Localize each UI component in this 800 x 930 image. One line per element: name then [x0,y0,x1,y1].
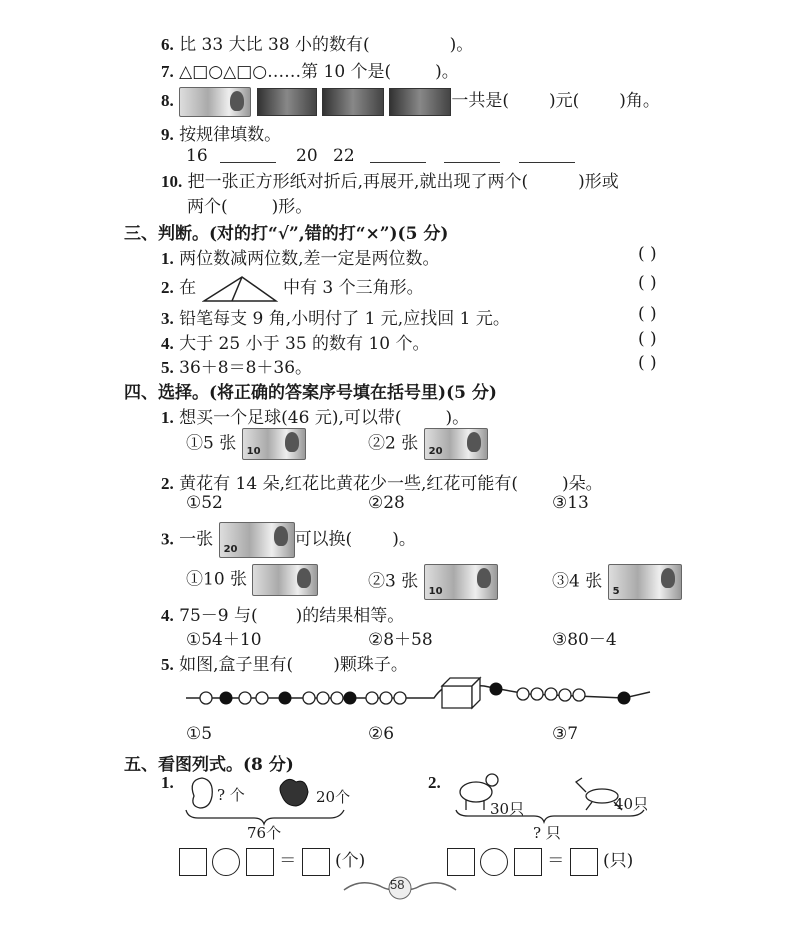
twenty-yuan-note-image [219,522,295,558]
choice-3-text-a: 一张 [179,529,214,550]
question-6 [161,30,473,55]
one-yuan-note-image [252,564,318,596]
question-9 [161,120,281,145]
choice-3-tail: )。 [392,529,416,550]
q6-tail: )。 [449,35,474,55]
choice-2-text: 黄花有 14 朵,红花比黄花少一些,红花可能有( [179,474,519,494]
picture-1-number: 1. [161,773,174,792]
choice-5-tail: )颗珠子。 [333,655,408,675]
judge-2-paren[interactable]: ( ) [638,273,657,293]
choice-3 [161,522,416,558]
twenty-yuan-value: 20 [223,544,238,555]
judge-item-1 [161,244,440,269]
equation-2-result-box[interactable] [570,848,598,876]
q8-tail: 一共是( [451,91,510,111]
judge-2-text-a: 在 [179,278,197,298]
judge-item-2 [161,273,424,303]
bead-string-figure [184,672,654,722]
q8-yuan: )元( [549,91,580,111]
equation-2 [447,846,633,876]
five-yuan-value: 5 [612,586,620,597]
twenty-yuan-value: 20 [428,446,443,457]
q9-blank-3[interactable] [444,162,500,163]
equation-1-operator-circle[interactable] [212,848,240,876]
two-jiao-note-image [389,88,451,116]
choice-5-option-2: ②6 [368,724,395,744]
choice-4-option-2: ②8＋58 [368,630,433,650]
choice-3-option-1-label: ①10 张 [186,569,248,590]
q8-jiao: )角。 [619,91,660,111]
judge-2-number: 2. [161,278,174,297]
judge-item-4 [161,329,429,354]
q9-number: 9. [161,125,174,144]
triangle-figure-icon [202,275,278,303]
judge-5-paren[interactable]: ( ) [638,353,657,373]
q9-blank-2[interactable] [370,162,426,163]
choice-1 [161,403,469,428]
ten-yuan-value: 10 [246,446,261,457]
choice-5-option-3: ③7 [552,724,579,744]
q8-number: 8. [161,91,174,110]
q10-text: 把一张正方形纸对折后,再展开,就出现了两个( [187,172,529,192]
equation-1-unit: (个) [335,851,366,871]
q6-number: 6. [161,35,174,54]
q7-tail: )。 [435,62,459,82]
picture-2-goat-count: 40只 [614,795,649,813]
q9-text: 按规律填数。 [179,125,282,145]
judge-3-text: 铅笔每支 9 角,小明付了 1 元,应找回 1 元。 [179,309,510,329]
picture-2-total: ? 只 [533,824,561,842]
judge-4-number: 4. [161,334,174,353]
choice-5-number: 5. [161,655,174,674]
q10-tail: )形或 [578,172,619,192]
picture-2-number: 2. [428,773,441,792]
choice-4-tail: )的结果相等。 [295,606,405,626]
choice-1-option-2-label: ②2 张 [368,433,419,454]
choice-4-text: 75－9 与( [179,606,258,626]
q7-number: 7. [161,62,174,81]
q10-number: 10. [161,172,183,191]
judge-5-text: 36＋8＝8＋36。 [179,358,313,378]
judge-3-number: 3. [161,309,174,328]
judge-item-5 [161,353,312,378]
choice-2 [161,469,603,494]
choice-3-text-b: 可以换( [294,529,353,550]
choice-3-option-3-label: ③4 张 [552,571,603,592]
choice-1-option-2 [368,428,488,460]
choice-1-option-1-label: ①5 张 [186,433,237,454]
choice-4 [161,601,404,626]
choice-5-option-1: ①5 [186,724,213,744]
section-4-title: 四、选择。(将正确的答案序号填在括号里)(5 分) [124,383,497,403]
choice-3-option-3 [552,564,682,600]
equation-2-operator-circle[interactable] [480,848,508,876]
judge-4-paren[interactable]: ( ) [638,329,657,349]
equation-1-result-box[interactable] [302,848,330,876]
question-10 [161,167,619,192]
box-icon [442,678,480,708]
q9-seq-1: 16 [186,146,208,166]
picture-1-question: ? 个 [217,786,245,804]
choice-4-number: 4. [161,606,174,625]
twenty-yuan-note-image [424,428,488,460]
equation-1-box-2[interactable] [246,848,274,876]
choice-2-option-1: ①52 [186,493,223,513]
choice-4-option-3: ③80－4 [552,630,617,650]
equation-1 [179,846,365,876]
choice-2-option-2: ②28 [368,493,405,513]
choice-3-option-2 [368,564,498,600]
one-jiao-note-image [322,88,384,116]
choice-2-option-3: ③13 [552,493,589,513]
equation-1-equals: ＝ [279,851,297,871]
apple-icon [280,779,308,806]
five-yuan-note-image [608,564,682,600]
question-8 [161,86,660,117]
picture-1-total: 76个 [247,824,282,842]
judge-1-text: 两位数减两位数,差一定是两位数。 [179,249,440,269]
q7-text: △□○△□○……第 10 个是( [179,62,392,82]
section-3-title: 三、判断。(对的打“√”,错的打“×”)(5 分) [124,224,449,244]
one-yuan-note-image [179,87,251,117]
q9-blank-1[interactable] [220,162,276,163]
five-jiao-note-image [257,88,317,116]
judge-item-3 [161,304,510,329]
judge-1-number: 1. [161,249,174,268]
ten-yuan-value: 10 [428,586,443,597]
choice-3-number: 3. [161,529,174,549]
page-number: 58 [390,877,405,892]
q10-line2-b: )形。 [271,197,313,217]
choice-2-number: 2. [161,474,174,493]
judge-3-paren[interactable]: ( ) [638,304,657,324]
ten-yuan-note-image [242,428,306,460]
q9-blank-4[interactable] [519,162,575,163]
choice-1-tail: )。 [445,408,470,428]
picture-2-sheep-count: 30只 [490,800,525,818]
judge-1-paren[interactable]: ( ) [638,244,657,264]
section-5-title: 五、看图列式。(8 分) [124,755,294,775]
judge-2-text-b: 中有 3 个三角形。 [282,278,424,298]
choice-4-option-1: ①54＋10 [186,630,262,650]
q10-line2-a: 两个( [187,197,228,217]
pear-icon [192,778,212,808]
equation-2-unit: (只) [603,851,634,871]
equation-2-box-2[interactable] [514,848,542,876]
choice-3-option-2-label: ②3 张 [368,571,419,592]
choice-3-option-1 [186,564,318,596]
choice-1-number: 1. [161,408,174,427]
equation-1-box-1[interactable] [179,848,207,876]
q9-seq-2: 20 [296,146,318,166]
judge-5-number: 5. [161,358,174,377]
question-7 [161,57,459,82]
judge-4-text: 大于 25 小于 35 的数有 10 个。 [179,334,430,354]
q10-line2 [187,192,312,217]
choice-1-text: 想买一个足球(46 元),可以带( [179,408,402,428]
choice-1-option-1 [186,428,306,460]
picture-1-known: 20个 [316,788,351,806]
choice-5-text: 如图,盒子里有( [179,655,294,675]
q9-seq-3: 22 [333,146,355,166]
choice-2-tail: )朵。 [562,474,603,494]
ten-yuan-note-image [424,564,498,600]
equation-2-equals: ＝ [547,851,565,871]
q6-text: 比 33 大比 38 小的数有( [179,35,370,55]
